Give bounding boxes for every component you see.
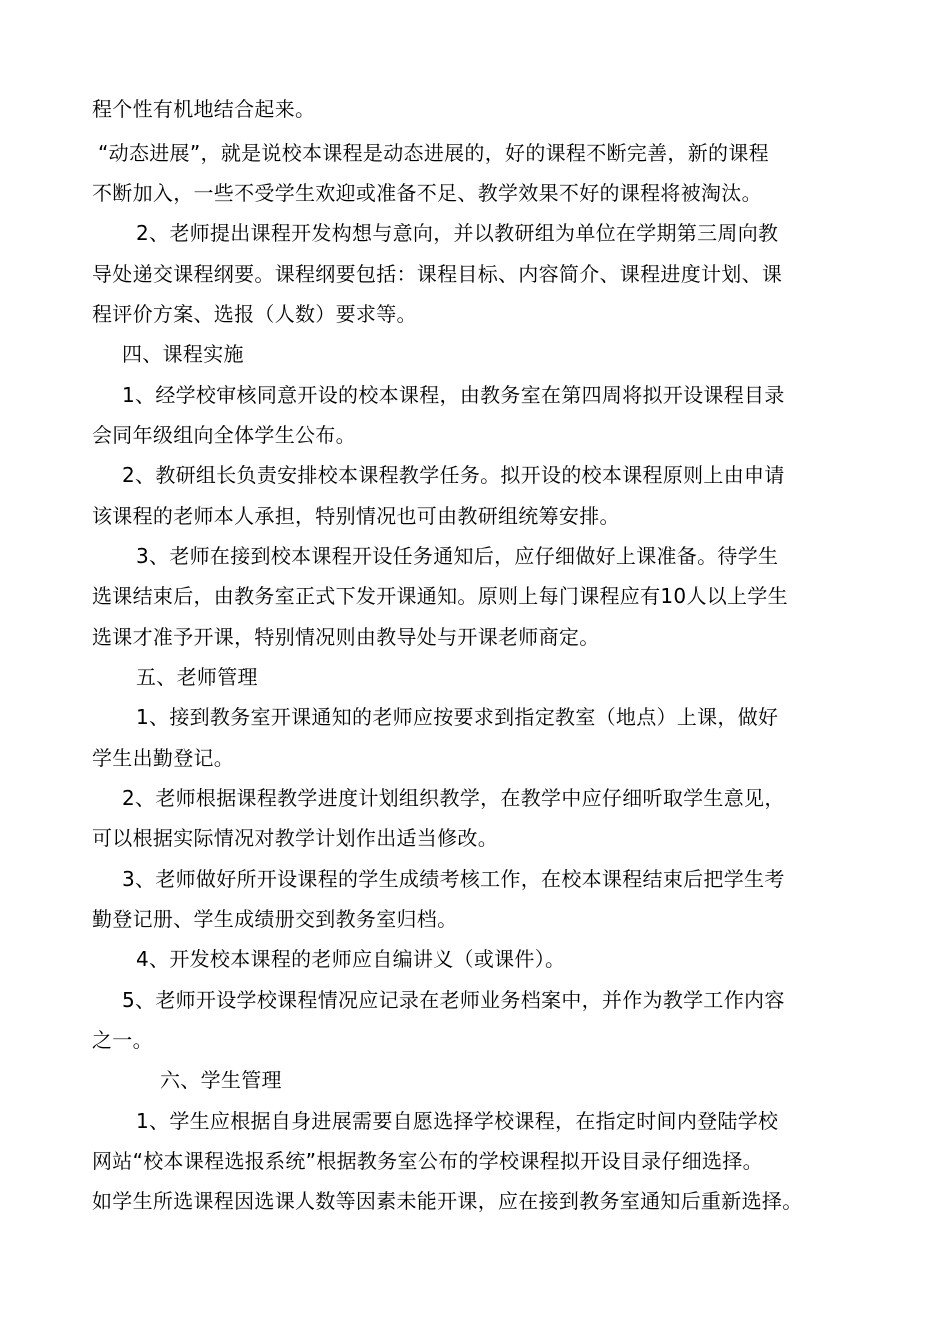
text-line: 该课程的老师本人承担，特别情况也可由教研组统筹安排。 (92, 504, 620, 528)
section-heading: 五、老师管理 (136, 665, 258, 689)
text-line: 学生出勤登记。 (92, 746, 235, 770)
section-heading: 六、学生管理 (160, 1068, 282, 1092)
section-heading: 四、课程实施 (122, 342, 244, 366)
text-line: 如学生所选课程因选课人数等因素未能开课，应在接到教务室通知后重新选择。 (92, 1189, 803, 1213)
text-line: 1、学生应根据自身进展需要自愿选择学校课程，在指定时间内登陆学校 (136, 1109, 779, 1133)
text-line: 会同年级组向全体学生公布。 (92, 423, 356, 447)
text-line: 可以根据实际情况对教学计划作出适当修改。 (92, 826, 498, 850)
text-line: 不断加入，一些不受学生欢迎或准备不足、教学效果不好的课程将被淘汰。 (92, 181, 762, 205)
text-line: 2、教研组长负责安排校本课程教学任务。拟开设的校本课程原则上由申请 (122, 463, 785, 487)
text-line: 选课才准予开课，特别情况则由教导处与开课老师商定。 (92, 625, 600, 649)
text-line: 程评价方案、选报（人数）要求等。 (92, 302, 417, 326)
text-line: 2、老师提出课程开发构想与意向，并以教研组为单位在学期第三周向教 (136, 221, 779, 245)
text-line: 1、经学校审核同意开设的校本课程，由教务室在第四周将拟开设课程目录 (122, 383, 785, 407)
text-line: 4、开发校本课程的老师应自编讲义（或课件）。 (136, 947, 566, 971)
text-line: 之一。 (92, 1028, 153, 1052)
text-line: 网站“校本课程选报系统”根据教务室公布的学校课程拟开设目录仔细选择。 (92, 1149, 763, 1173)
text-line: 2、老师根据课程教学进度计划组织教学，在教学中应仔细听取学生意见， (122, 786, 785, 810)
text-line: 选课结束后，由教务室正式下发开课通知。原则上每门课程应有10人以上学生 (92, 584, 788, 608)
text-line: 勤登记册、学生成绩册交到教务室归档。 (92, 907, 458, 931)
text-line: 导处递交课程纲要。课程纲要包括：课程目标、内容简介、课程进度计划、课 (92, 262, 783, 286)
text-line: 3、老师做好所开设课程的学生成绩考核工作，在校本课程结束后把学生考 (122, 867, 785, 891)
text-line: 程个性有机地结合起来。 (92, 97, 316, 121)
text-line: 3、老师在接到校本课程开设任务通知后，应仔细做好上课准备。待学生 (136, 544, 779, 568)
text-line: 1、接到教务室开课通知的老师应按要求到指定教室（地点）上课，做好 (136, 705, 779, 729)
text-line: “动态进展”，就是说校本课程是动态进展的，好的课程不断完善，新的课程 (98, 141, 769, 165)
text-line: 5、老师开设学校课程情况应记录在老师业务档案中，并作为教学工作内容 (122, 988, 785, 1012)
